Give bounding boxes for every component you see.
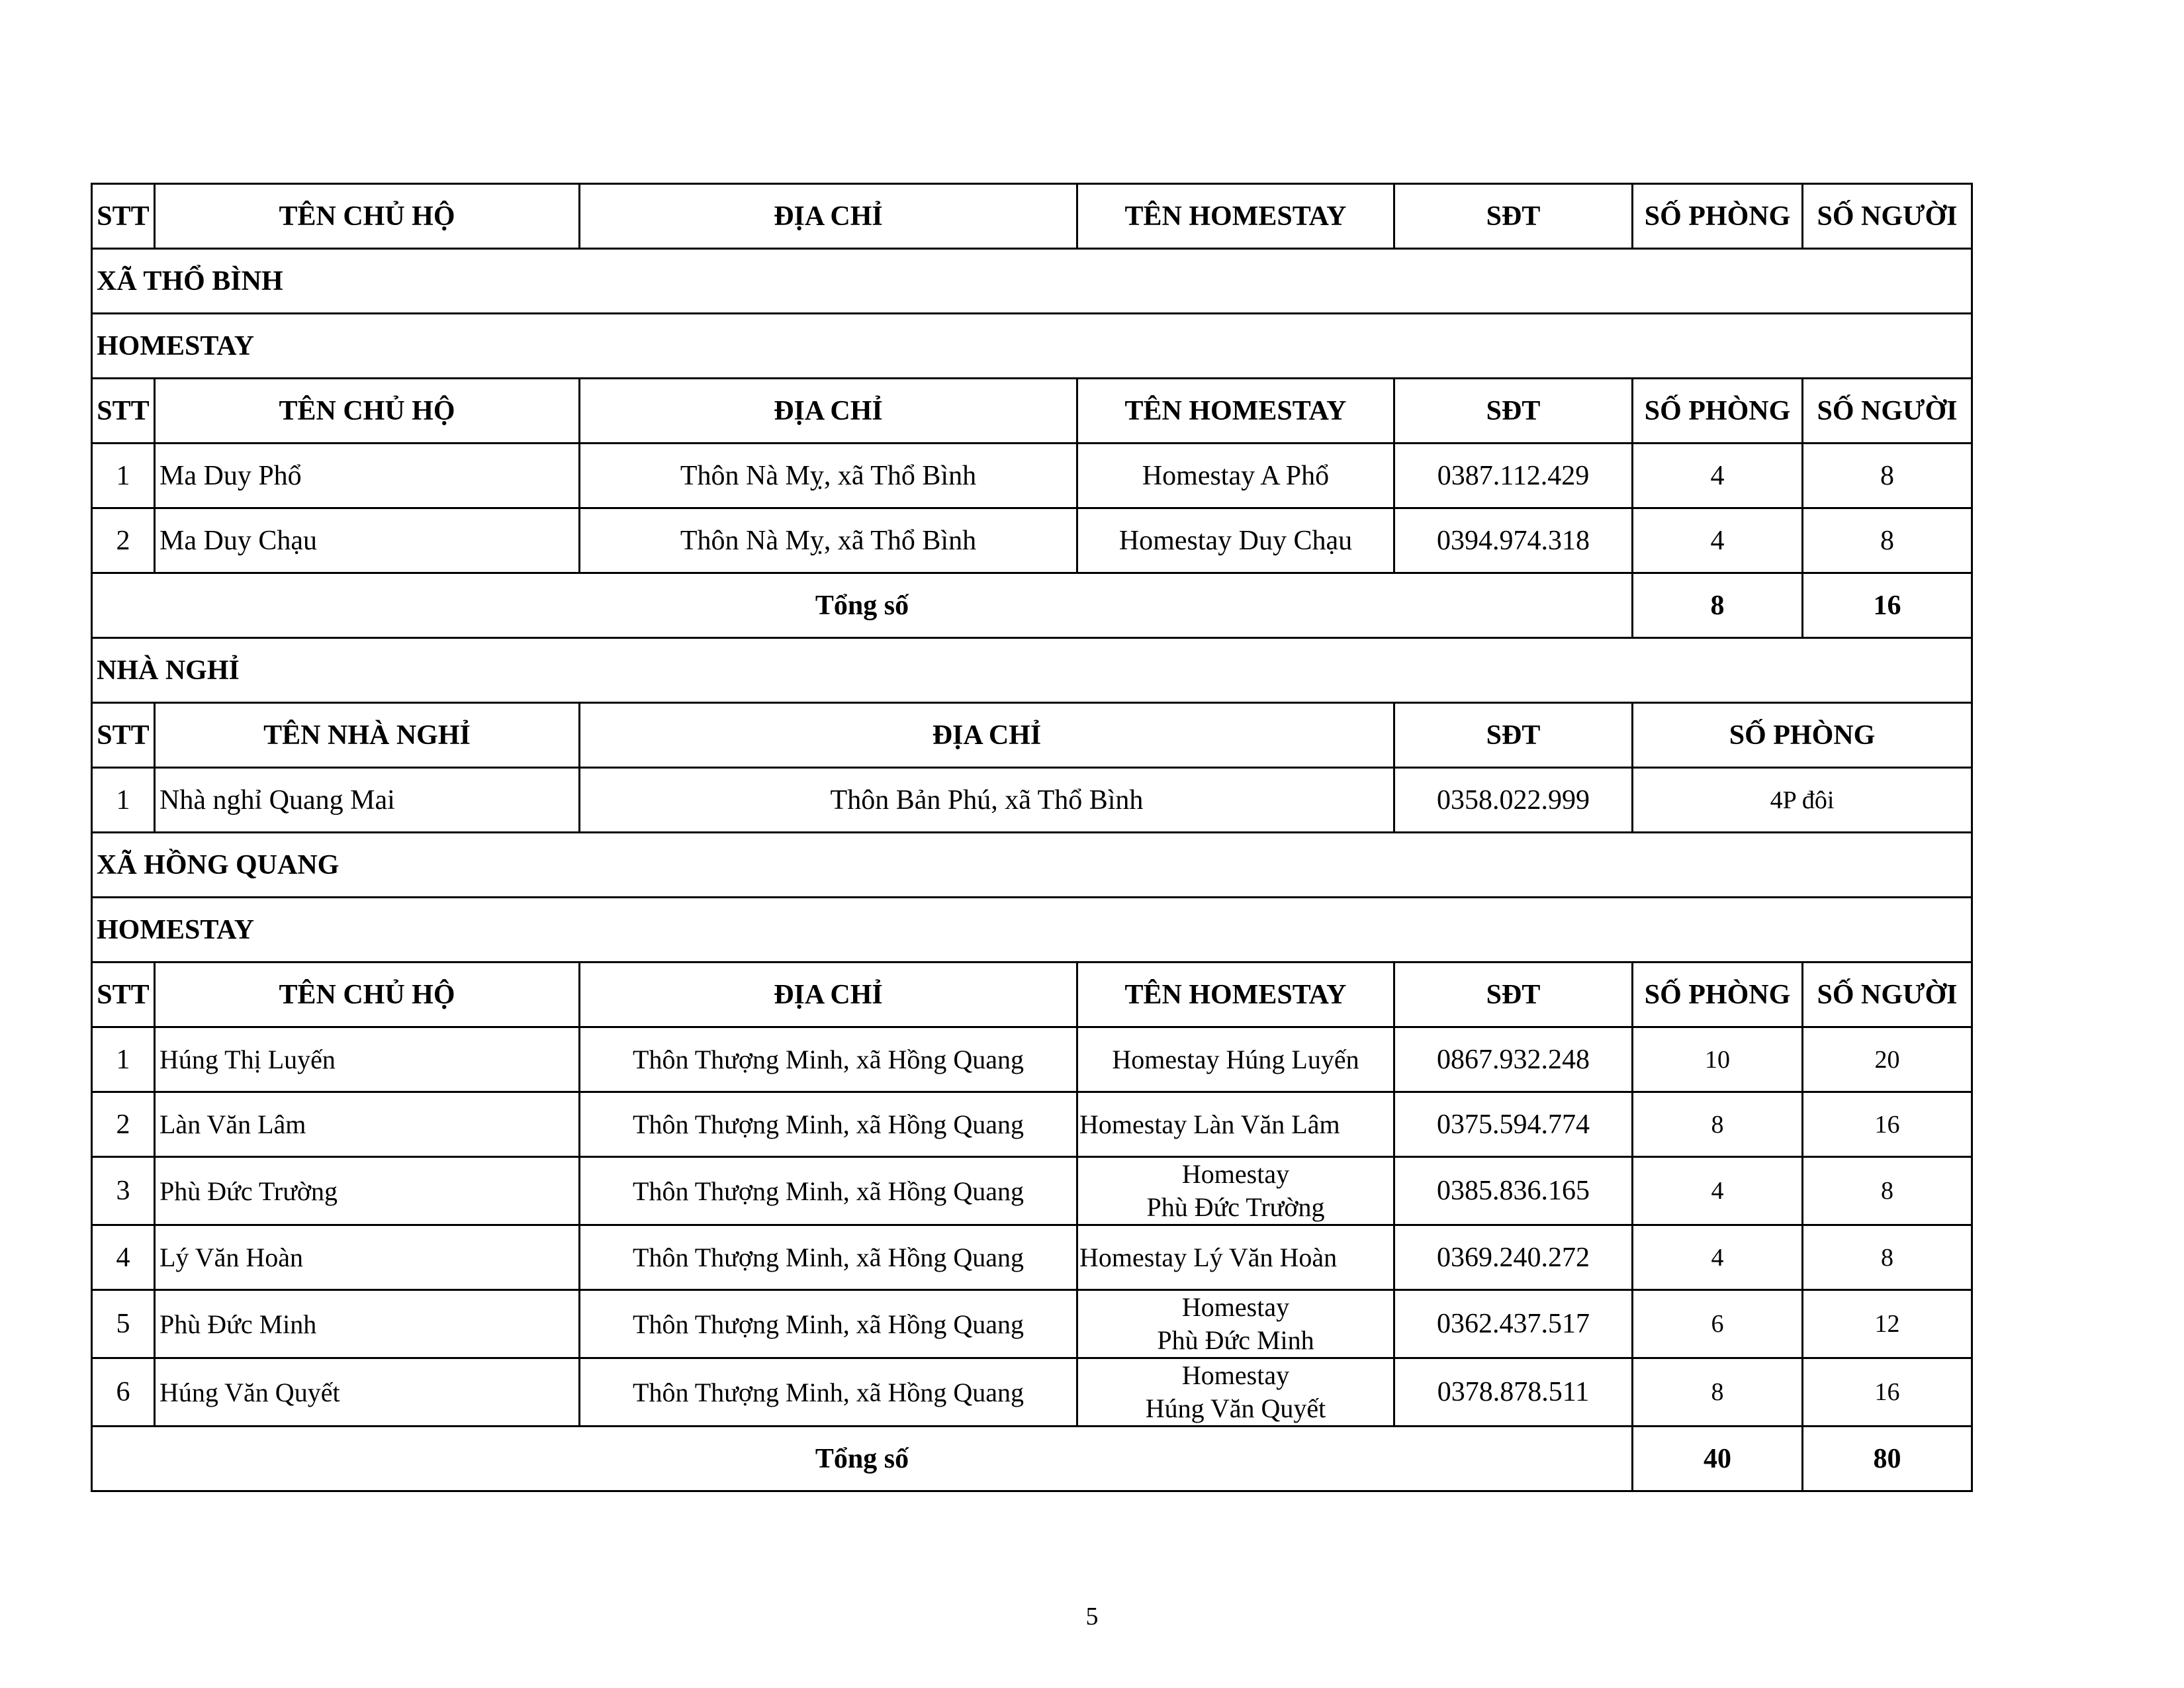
homestay-name-line-2: Phù Đức Minh [1157,1325,1314,1355]
header-address: ĐỊA CHỈ [580,379,1077,444]
total-rooms: 40 [1633,1427,1803,1491]
cell-people: 8 [1803,1225,1972,1290]
cell-phone: 0369.240.272 [1394,1225,1633,1290]
cell-owner: Ma Duy Phổ [155,444,580,508]
header-stt: STT [92,962,155,1027]
cell-address: Thôn Thượng Minh, xã Hồng Quang [580,1358,1077,1427]
header-rooms: SỐ PHÒNG [1633,184,1803,249]
header-homestay-name: TÊN HOMESTAY [1077,184,1394,249]
cell-phone: 0394.974.318 [1394,508,1633,573]
cell-owner: Ma Duy Chạu [155,508,580,573]
table-row [92,1290,1972,1358]
subsection-row [92,314,1972,379]
cell-stt: 1 [92,1027,155,1092]
cell-stt: 6 [92,1358,155,1427]
cell-stt: 3 [92,1157,155,1225]
cell-rooms: 4 [1633,1157,1803,1225]
cell-phone: 0378.878.511 [1394,1358,1633,1427]
subsection-row [92,638,1972,703]
cell-people: 20 [1803,1027,1972,1092]
total-people: 80 [1803,1427,1972,1491]
table-row [92,768,1972,833]
cell-phone: 0375.594.774 [1394,1092,1633,1157]
header-owner: TÊN CHỦ HỘ [155,379,580,444]
cell-homestay-name [1077,1157,1394,1225]
header-stt: STT [92,184,155,249]
cell-rooms: 4 [1633,508,1803,573]
cell-rooms: 4P đôi [1633,768,1972,833]
header-phone: SĐT [1394,184,1633,249]
header-homestay-name: TÊN HOMESTAY [1077,962,1394,1027]
header-people: SỐ NGƯỜI [1803,962,1972,1027]
header-row [92,184,1972,249]
section-title-tho-binh: XÃ THỔ BÌNH [92,249,1972,314]
cell-rooms: 10 [1633,1027,1803,1092]
header-phone: SĐT [1394,379,1633,444]
cell-address: Thôn Nà Mỵ, xã Thổ Bình [580,508,1077,573]
header-stt: STT [92,703,155,768]
cell-homestay-name: Homestay A Phổ [1077,444,1394,508]
cell-owner: Phù Đức Minh [155,1290,580,1358]
header-phone: SĐT [1394,962,1633,1027]
cell-stt: 2 [92,1092,155,1157]
cell-owner: Phù Đức Trường [155,1157,580,1225]
table-row [92,1027,1972,1092]
table-row [92,1225,1972,1290]
cell-rooms: 8 [1633,1092,1803,1157]
subsection-homestay-hong-quang: HOMESTAY [92,898,1972,962]
total-row [92,1427,1972,1491]
cell-phone: 0867.932.248 [1394,1027,1633,1092]
cell-homestay-name: Homestay Làn Văn Lâm [1077,1092,1394,1157]
cell-homestay-name [1077,1290,1394,1358]
homestay-name-line-1: Homestay [1181,1360,1290,1390]
total-row [92,573,1972,638]
header-people: SỐ NGƯỜI [1803,184,1972,249]
page-number: 5 [1085,1603,1099,1630]
cell-stt: 5 [92,1290,155,1358]
cell-people: 16 [1803,1358,1972,1427]
cell-people: 16 [1803,1092,1972,1157]
cell-owner: Húng Văn Quyết [155,1358,580,1427]
cell-homestay-name: Homestay Húng Luyến [1077,1027,1394,1092]
cell-address: Thôn Nà Mỵ, xã Thổ Bình [580,444,1077,508]
cell-people: 8 [1803,1157,1972,1225]
section-row [92,833,1972,898]
header-rooms: SỐ PHÒNG [1633,962,1803,1027]
cell-homestay-name [1077,1358,1394,1427]
cell-phone: 0387.112.429 [1394,444,1633,508]
cell-stt: 2 [92,508,155,573]
homestay-name-line-2: Phù Đức Trường [1146,1192,1325,1222]
cell-owner: Húng Thị Luyến [155,1027,580,1092]
cell-address: Thôn Bản Phú, xã Thổ Bình [580,768,1394,833]
subsection-row [92,898,1972,962]
cell-guesthouse-name: Nhà nghỉ Quang Mai [155,768,580,833]
homestay-table [91,183,1973,1492]
cell-stt: 1 [92,768,155,833]
cell-people: 8 [1803,508,1972,573]
cell-stt: 4 [92,1225,155,1290]
header-phone: SĐT [1394,703,1633,768]
cell-address: Thôn Thượng Minh, xã Hồng Quang [580,1225,1077,1290]
header-homestay-name: TÊN HOMESTAY [1077,379,1394,444]
header-rooms: SỐ PHÒNG [1633,379,1803,444]
total-label: Tổng số [92,1427,1633,1491]
cell-homestay-name: Homestay Duy Chạu [1077,508,1394,573]
table-row [92,1092,1972,1157]
table-row [92,1157,1972,1225]
section-title-hong-quang: XÃ HỒNG QUANG [92,833,1972,898]
header-address: ĐỊA CHỈ [580,703,1394,768]
cell-rooms: 4 [1633,444,1803,508]
header-row [92,962,1972,1027]
cell-rooms: 6 [1633,1290,1803,1358]
homestay-name-line-2: Húng Văn Quyết [1145,1393,1326,1423]
cell-phone: 0358.022.999 [1394,768,1633,833]
cell-homestay-name: Homestay Lý Văn Hoàn [1077,1225,1394,1290]
cell-address: Thôn Thượng Minh, xã Hồng Quang [580,1092,1077,1157]
cell-stt: 1 [92,444,155,508]
header-address: ĐỊA CHỈ [580,962,1077,1027]
header-row [92,379,1972,444]
table-row [92,1358,1972,1427]
cell-address: Thôn Thượng Minh, xã Hồng Quang [580,1157,1077,1225]
homestay-name-line-1: Homestay [1181,1159,1290,1189]
cell-phone: 0362.437.517 [1394,1290,1633,1358]
section-row [92,249,1972,314]
cell-rooms: 8 [1633,1358,1803,1427]
header-people: SỐ NGƯỜI [1803,379,1972,444]
subsection-nha-nghi: NHÀ NGHỈ [92,638,1972,703]
cell-owner: Lý Văn Hoàn [155,1225,580,1290]
total-label: Tổng số [92,573,1633,638]
cell-people: 8 [1803,444,1972,508]
total-people: 16 [1803,573,1972,638]
header-owner: TÊN CHỦ HỘ [155,962,580,1027]
cell-phone: 0385.836.165 [1394,1157,1633,1225]
cell-people: 12 [1803,1290,1972,1358]
table-row [92,508,1972,573]
cell-address: Thôn Thượng Minh, xã Hồng Quang [580,1290,1077,1358]
header-rooms: SỐ PHÒNG [1633,703,1972,768]
cell-rooms: 4 [1633,1225,1803,1290]
cell-address: Thôn Thượng Minh, xã Hồng Quang [580,1027,1077,1092]
subsection-homestay-tho-binh: HOMESTAY [92,314,1972,379]
header-owner: TÊN CHỦ HỘ [155,184,580,249]
cell-owner: Làn Văn Lâm [155,1092,580,1157]
total-rooms: 8 [1633,573,1803,638]
table-row [92,444,1972,508]
homestay-name-line-1: Homestay [1181,1292,1290,1322]
header-guesthouse-name: TÊN NHÀ NGHỈ [155,703,580,768]
header-address: ĐỊA CHỈ [580,184,1077,249]
header-row [92,703,1972,768]
header-stt: STT [92,379,155,444]
